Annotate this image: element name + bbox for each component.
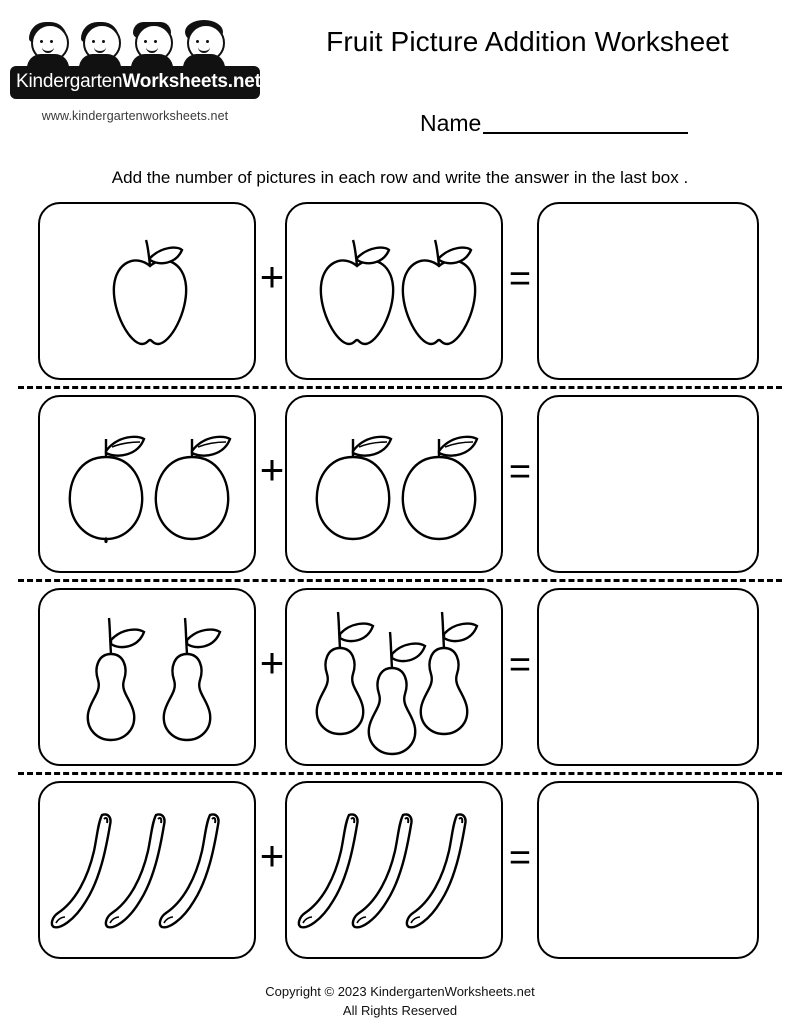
lemon-icon	[56, 425, 156, 547]
problem-row	[0, 775, 800, 968]
addend-box-right	[285, 202, 503, 380]
plus-operator: +	[259, 832, 285, 879]
site-logo[interactable]	[10, 18, 260, 123]
fruit-group-lemons-2b	[287, 397, 501, 571]
answer-box[interactable]	[537, 202, 759, 380]
logo-word-kindergarten: Kindergarten	[16, 71, 123, 92]
plus-operator: +	[259, 446, 285, 493]
fruit-group-apples-1	[40, 204, 254, 378]
fruit-group-pears-3	[287, 590, 501, 764]
logo-word-worksheets: Worksheets.net	[122, 71, 261, 92]
lemon-icon	[142, 425, 242, 547]
banana-icon	[156, 805, 234, 941]
problem-rows	[0, 196, 800, 968]
addend-box-right	[285, 395, 503, 573]
answer-box[interactable]	[537, 588, 759, 766]
equals-operator: =	[508, 837, 532, 879]
equals-operator: =	[508, 451, 532, 493]
problem-row	[0, 389, 800, 582]
worksheet-header	[0, 0, 800, 150]
pear-icon	[401, 604, 487, 738]
addend-box-left	[38, 781, 256, 959]
apple-icon	[391, 230, 487, 354]
equals-operator: =	[508, 644, 532, 686]
addend-box-left	[38, 202, 256, 380]
copyright-text: Copyright © 2023 KindergartenWorksheets.net	[265, 984, 535, 1000]
name-field-row	[420, 110, 760, 137]
problem-row	[0, 582, 800, 775]
fruit-group-apples-2	[287, 204, 501, 378]
fruit-group-bananas-3	[40, 783, 254, 957]
addend-box-right	[285, 588, 503, 766]
name-input[interactable]	[483, 112, 688, 134]
plus-operator: +	[259, 253, 285, 300]
apple-icon	[102, 230, 198, 354]
children-faces-icon	[15, 18, 255, 70]
fruit-group-bananas-3b	[287, 783, 501, 957]
addend-box-left	[38, 588, 256, 766]
plus-operator: +	[259, 639, 285, 686]
pear-icon	[144, 610, 230, 744]
problem-row	[0, 196, 800, 389]
addend-box-right	[285, 781, 503, 959]
rights-text: All Rights Reserved	[342, 1003, 458, 1019]
fruit-group-lemons-2	[40, 397, 254, 571]
addend-box-left	[38, 395, 256, 573]
answer-box[interactable]	[537, 781, 759, 959]
banana-icon	[403, 805, 481, 941]
pear-icon	[68, 610, 154, 744]
logo-wordmark	[10, 66, 260, 99]
instructions-text: Add the number of pictures in each row and write the answer in the last box .	[111, 168, 689, 187]
lemon-icon	[389, 425, 489, 547]
equals-operator: =	[508, 258, 532, 300]
page-footer	[0, 983, 800, 1021]
site-url: www.kindergartenworksheets.net	[41, 109, 229, 123]
answer-box[interactable]	[537, 395, 759, 573]
fruit-group-pears-2	[40, 590, 254, 764]
name-label: Name	[420, 110, 482, 136]
lemon-icon	[303, 425, 403, 547]
page-title: Fruit Picture Addition Worksheet	[326, 26, 729, 57]
